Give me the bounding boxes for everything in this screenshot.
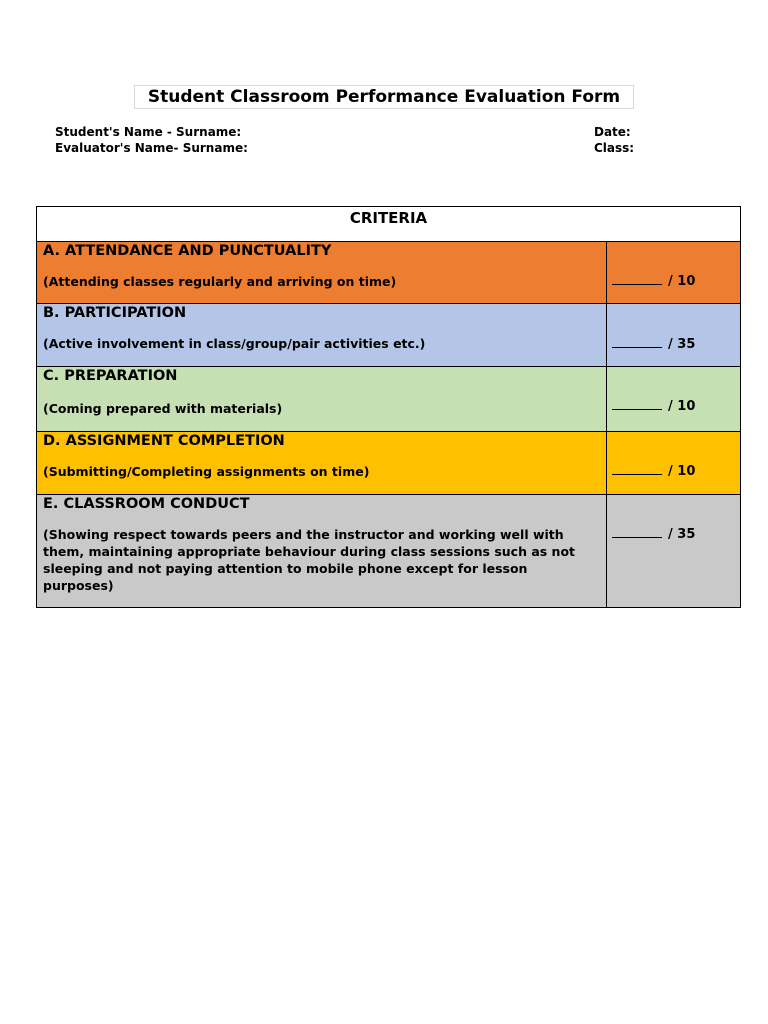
score-blank[interactable] [612, 462, 662, 475]
criteria-cell [37, 242, 607, 303]
class-label: Class: [594, 141, 635, 155]
score-max: / 35 [668, 527, 696, 542]
criteria-title: D. ASSIGNMENT COMPLETION [43, 433, 285, 449]
criteria-description: (Active involvement in class/group/pair activities etc.) [43, 336, 426, 351]
score-max: / 10 [668, 274, 696, 289]
criteria-cell [37, 432, 607, 494]
score-max: / 10 [668, 399, 696, 414]
criteria-row-conduct [37, 495, 740, 607]
criteria-description: (Submitting/Completing assignments on time) [43, 464, 370, 479]
criteria-title: A. ATTENDANCE AND PUNCTUALITY [43, 243, 332, 259]
score-max: / 10 [668, 464, 696, 479]
score-max: / 35 [668, 337, 696, 352]
score-cell[interactable] [612, 397, 695, 415]
score-blank[interactable] [612, 525, 662, 538]
score-cell[interactable] [612, 525, 695, 543]
criteria-cell [37, 304, 607, 366]
score-blank[interactable] [612, 335, 662, 348]
criteria-title: E. CLASSROOM CONDUCT [43, 496, 250, 512]
date-label: Date: [594, 125, 631, 139]
form-title: Student Classroom Performance Evaluation Form [134, 85, 634, 109]
criteria-table [36, 206, 741, 608]
score-cell[interactable] [612, 462, 695, 480]
score-blank[interactable] [612, 272, 662, 285]
criteria-title: B. PARTICIPATION [43, 305, 187, 321]
criteria-row-attendance [37, 242, 740, 304]
score-cell[interactable] [612, 272, 695, 290]
criteria-description: (Attending classes regularly and arriving on time) [43, 274, 397, 289]
criteria-cell [37, 367, 607, 431]
criteria-description: (Showing respect towards peers and the instructor and working well with them, maintaining appropriate behaviour during class sessions such as not sleeping and not paying attention to mobile phone except for lesson purposes) [43, 527, 576, 593]
score-blank[interactable] [612, 397, 662, 410]
criteria-row-assignment [37, 432, 740, 495]
criteria-cell [37, 495, 607, 607]
criteria-row-participation [37, 304, 740, 367]
evaluator-name-label: Evaluator's Name- Surname: [55, 141, 248, 155]
score-cell[interactable] [612, 335, 695, 353]
student-name-label: Student's Name - Surname: [55, 125, 242, 139]
criteria-description: (Coming prepared with materials) [43, 401, 283, 416]
criteria-row-preparation [37, 367, 740, 432]
criteria-header: CRITERIA [37, 207, 740, 242]
criteria-title: C. PREPARATION [43, 368, 178, 384]
